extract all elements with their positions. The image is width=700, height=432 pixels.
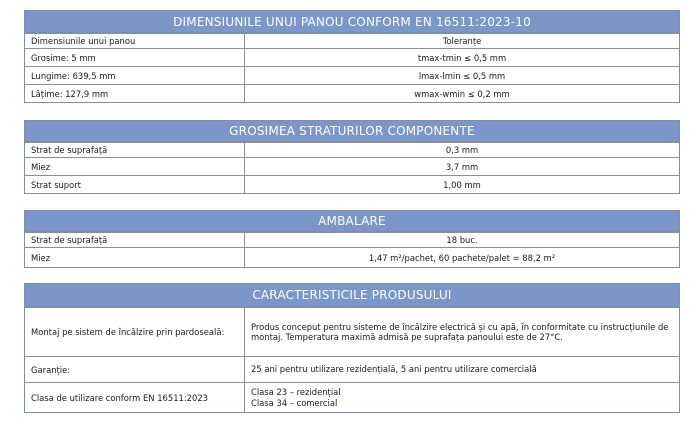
- row-value: tmax-tmin ≤ 0,5 mm: [417, 52, 507, 63]
- table-row: [25, 33, 679, 48]
- row-value: Toleranțe: [442, 36, 482, 46]
- table-row: [25, 382, 679, 412]
- row-value: 0,3 mm: [445, 145, 479, 155]
- row-value: Produs conceput pentru sisteme de încălzire electrică și cu apă, în conformitate cu instrucțiunile de montaj. Temperatura maximă admisă pe suprafața panoului este de 27°C.: [251, 321, 669, 342]
- table-row: [25, 66, 679, 84]
- row-label: Miez: [25, 158, 245, 175]
- table-row: [25, 84, 679, 102]
- row-label: Garanție:: [25, 357, 245, 382]
- row-value: 18 buc.: [446, 235, 478, 245]
- table-product-characteristics: [24, 283, 680, 413]
- row-label: Grosime: 5 mm: [25, 49, 245, 66]
- row-value: 3,7 mm: [445, 161, 479, 172]
- table-row: [25, 307, 679, 356]
- row-label: Dimensiunile unui panou: [25, 34, 245, 48]
- section-title: AMBALARE: [25, 211, 679, 232]
- table-packaging: [24, 210, 680, 268]
- usage-class-residential: Clasa 23 – rezidențial: [251, 387, 341, 397]
- row-label: Strat de suprafață: [25, 233, 245, 247]
- row-value: wmax-wmin ≤ 0,2 mm: [414, 88, 510, 99]
- table-row: [25, 175, 679, 193]
- usage-class-commercial: Clasa 34 – comercial: [251, 397, 338, 408]
- table-row: [25, 142, 679, 157]
- row-label: Lățime: 127,9 mm: [25, 85, 245, 102]
- row-label: Clasa de utilizare conform EN 16511:2023: [25, 383, 245, 412]
- table-panel-dimensions: [24, 10, 680, 103]
- section-title: GROSIMEA STRATURILOR COMPONENTE: [25, 121, 679, 142]
- row-label: Strat de suprafață: [25, 143, 245, 157]
- table-row: [25, 247, 679, 267]
- row-label: Miez: [25, 248, 245, 267]
- row-label: Montaj pe sistem de încălzire prin pardoseală:: [25, 308, 245, 356]
- row-label: Lungime: 639,5 mm: [25, 67, 245, 84]
- row-value: 1,00 mm: [443, 179, 481, 190]
- table-row: [25, 157, 679, 175]
- row-value: lmax-lmin ≤ 0,5 mm: [418, 70, 506, 81]
- table-row: [25, 48, 679, 66]
- row-value: 1,47 m²/pachet, 60 pachete/palet = 88,2 m²: [368, 252, 556, 263]
- section-title: CARACTERISTICILE PRODUSULUI: [25, 284, 679, 307]
- row-value: 25 ani pentru utilizare rezidențială, 5 ani pentru utilizare comercială: [251, 364, 537, 375]
- table-layer-thickness: [24, 120, 680, 194]
- section-title: DIMENSIUNILE UNUI PANOU CONFORM EN 16511:2023-10: [25, 11, 679, 33]
- row-value-multiline: [245, 383, 679, 412]
- table-row: [25, 232, 679, 247]
- table-row: [25, 356, 679, 382]
- row-label: Strat suport: [25, 176, 245, 193]
